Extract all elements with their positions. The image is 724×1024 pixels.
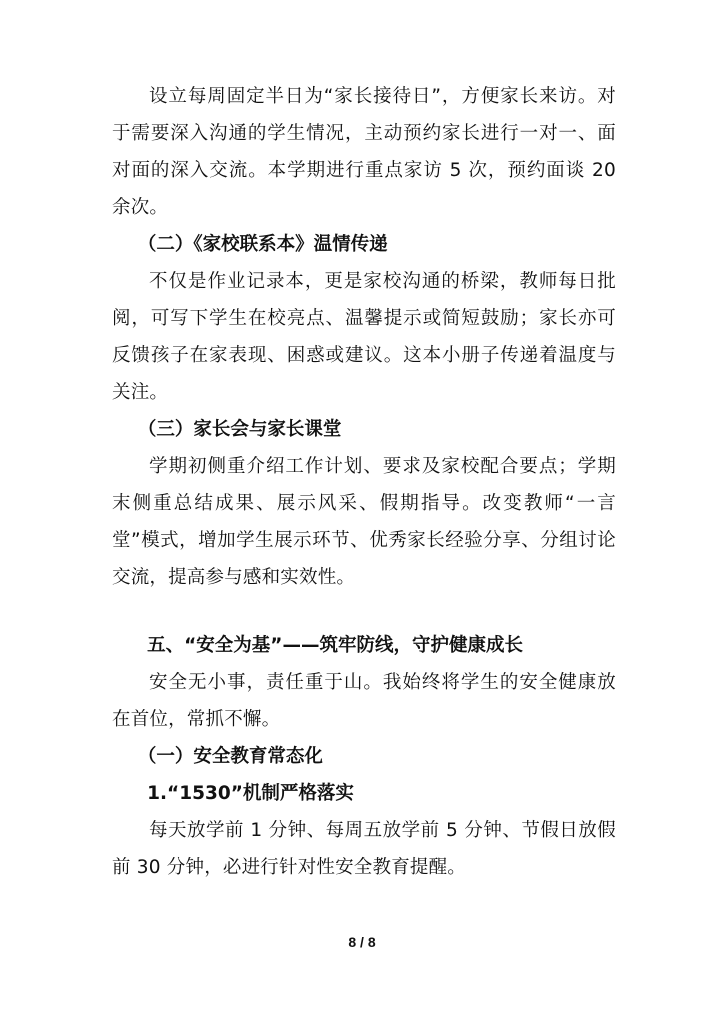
paragraph-1530: 每天放学前 1 分钟、每周五放学前 5 分钟、节假日放假前 30 分钟，必进行针对性安全教育提醒。 bbox=[112, 820, 616, 878]
chapter-heading-safety: 五、“安全为基”——筑牢防线，守护健康成长 bbox=[147, 635, 523, 656]
section-heading-parent-meeting: （三）家长会与家长课堂 bbox=[137, 419, 342, 440]
section-heading-liaison-book: （二）《家校联系本》温情传递 bbox=[137, 234, 388, 255]
paragraph-liaison-book: 不仅是作业记录本，更是家校沟通的桥梁，教师每日批阅，可写下学生在校亮点、温馨提示或简短鼓励；家长亦可反馈孩子在家表现、困惑或建议。这本小册子传递着温度与关注。 bbox=[112, 271, 616, 403]
paragraph-safety-intro: 安全无小事，责任重于山。我始终将学生的安全健康放在首位，常抓不懈。 bbox=[112, 672, 616, 730]
section-heading-safety-education: （一）安全教育常态化 bbox=[137, 746, 323, 767]
page-number: 8 / 8 bbox=[348, 934, 376, 950]
subsection-heading-1530: 1.“1530”机制严格落实 bbox=[147, 783, 354, 804]
document-page bbox=[112, 78, 616, 886]
paragraph-reception-day: 设立每周固定半日为“家长接待日”，方便家长来访。对于需要深入沟通的学生情况，主动预约家长进行一对一、面对面的深入交流。本学期进行重点家访 5 次，预约面谈 20 余次。 bbox=[112, 86, 616, 218]
paragraph-parent-meeting: 学期初侧重介绍工作计划、要求及家校配合要点；学期末侧重总结成果、展示风采、假期指导。改变教师“一言堂”模式，增加学生展示环节、优秀家长经验分享、分组讨论交流，提高参与感和实效性。 bbox=[112, 456, 616, 588]
